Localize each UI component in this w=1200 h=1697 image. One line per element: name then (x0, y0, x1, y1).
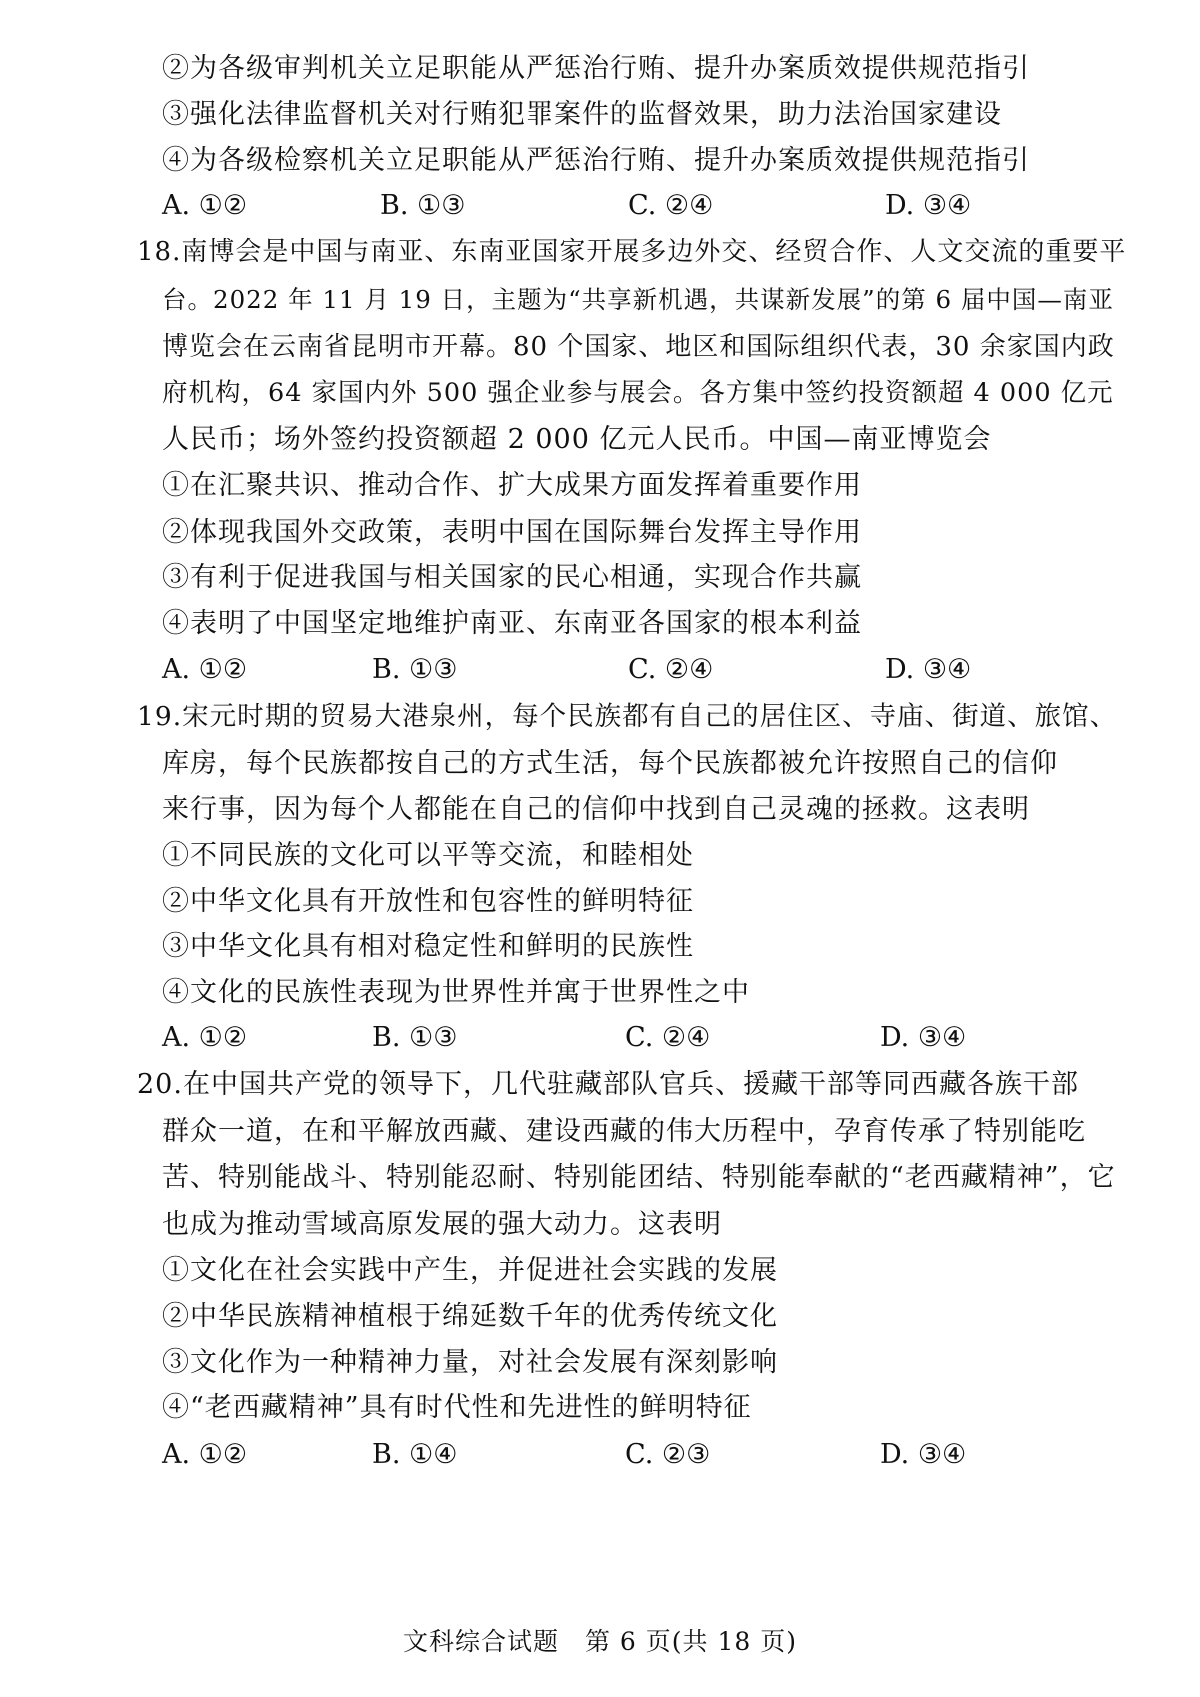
q17-option-2: ②为各级审判机关立足职能从严惩治行贿、提升办案质效提供规范指引 (162, 53, 1030, 84)
q18-stem-line-5: 人民币；场外签约投资额超 2 000 亿元人民币。中国—南亚博览会 (162, 424, 992, 455)
q18-stem-line-4: 府机构，64 家国内外 500 强企业参与展会。各方集中签约投资额超 4 000 亿元 (162, 378, 1114, 408)
q20-answer-c: C. ②③ (625, 1439, 711, 1470)
q19-stem-line-2: 库房，每个民族都按自己的方式生活，每个民族都被允许按照自己的信仰 (162, 748, 1058, 779)
q20-option-3: ③文化作为一种精神力量，对社会发展有深刻影响 (162, 1347, 778, 1378)
page-footer: 文科综合试题 第 6 页(共 18 页) (402, 1627, 797, 1656)
q18-stem-line-3: 博览会在云南省昆明市开幕。80 个国家、地区和国际组织代表，30 余家国内政 (162, 332, 1115, 362)
q19-option-2: ②中华文化具有开放性和包容性的鲜明特征 (162, 886, 694, 917)
q20-answer-a: A. ①② (162, 1439, 248, 1470)
q20-stem-line-3: 苦、特别能战斗、特别能忍耐、特别能团结、特别能奉献的“老西藏精神”，它 (162, 1162, 1116, 1193)
q17-answer-b: B. ①③ (380, 190, 466, 221)
q20-option-2: ②中华民族精神植根于绵延数千年的优秀传统文化 (162, 1301, 778, 1332)
q20-stem-line-2: 群众一道，在和平解放西藏、建设西藏的伟大历程中，孕育传承了特别能吃 (162, 1116, 1086, 1147)
q19-answer-b: B. ①③ (372, 1022, 458, 1053)
q19-answer-a: A. ①② (162, 1022, 248, 1053)
q17-option-4: ④为各级检察机关立足职能从严惩治行贿、提升办案质效提供规范指引 (162, 145, 1030, 176)
q20-option-4: ④“老西藏精神”具有时代性和先进性的鲜明特征 (162, 1392, 752, 1423)
q19-answer-c: C. ②④ (625, 1022, 711, 1053)
q19-option-1: ①不同民族的文化可以平等交流，和睦相处 (162, 840, 694, 871)
q18-option-4: ④表明了中国坚定地维护南亚、东南亚各国家的根本利益 (162, 608, 862, 639)
q18-answer-c: C. ②④ (628, 654, 714, 685)
q18-answer-a: A. ①② (162, 654, 248, 685)
q18-stem-line-2: 台。2022 年 11 月 19 日，主题为“共享新机遇，共谋新发展”的第 6 届中国—南亚 (162, 285, 1114, 314)
q19-option-3: ③中华文化具有相对稳定性和鲜明的民族性 (162, 931, 694, 962)
q18-stem-line-1: 18.南博会是中国与南亚、东南亚国家开展多边外交、经贸合作、人文交流的重要平 (137, 237, 1127, 267)
q19-stem-line-3: 来行事，因为每个人都能在自己的信仰中找到自己灵魂的拯救。这表明 (162, 794, 1030, 825)
q19-stem-line-1: 19.宋元时期的贸易大港泉州，每个民族都有自己的居住区、寺庙、街道、旅馆、 (137, 701, 1118, 732)
q18-option-1: ①在汇聚共识、推动合作、扩大成果方面发挥着重要作用 (162, 470, 862, 501)
q20-option-1: ①文化在社会实践中产生，并促进社会实践的发展 (162, 1255, 778, 1286)
q18-answer-b: B. ①③ (372, 654, 458, 685)
q17-answer-a: A. ①② (162, 190, 248, 221)
q17-option-3: ③强化法律监督机关对行贿犯罪案件的监督效果，助力法治国家建设 (162, 99, 1002, 130)
q17-answer-c: C. ②④ (628, 190, 714, 221)
q20-answer-b: B. ①④ (372, 1439, 458, 1470)
q17-answer-d: D. ③④ (885, 190, 972, 221)
q18-option-3: ③有利于促进我国与相关国家的民心相通，实现合作共赢 (162, 562, 862, 593)
q18-option-2: ②体现我国外交政策，表明中国在国际舞台发挥主导作用 (162, 517, 862, 548)
q20-stem-line-4: 也成为推动雪域高原发展的强大动力。这表明 (162, 1209, 722, 1240)
q18-answer-d: D. ③④ (885, 654, 972, 685)
q20-answer-d: D. ③④ (880, 1439, 967, 1470)
q19-answer-d: D. ③④ (880, 1022, 967, 1053)
q19-option-4: ④文化的民族性表现为世界性并寓于世界性之中 (162, 977, 750, 1008)
q20-stem-line-1: 20.在中国共产党的领导下，几代驻藏部队官兵、援藏干部等同西藏各族干部 (137, 1069, 1079, 1100)
